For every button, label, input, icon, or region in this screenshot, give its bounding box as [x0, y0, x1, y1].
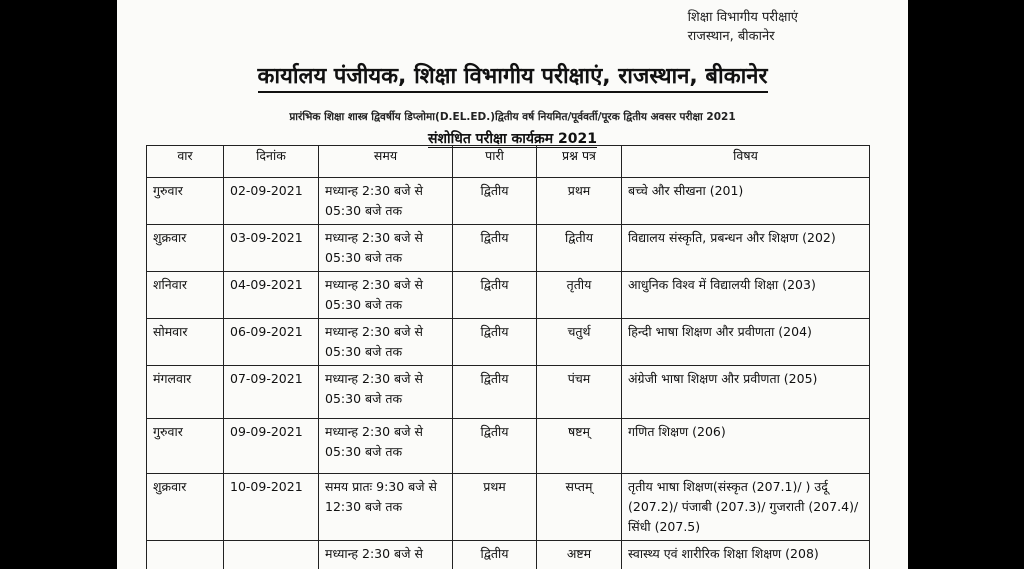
cell-date: 10-09-2021 — [224, 474, 319, 541]
cell-day: गुरुवार — [147, 178, 224, 225]
cell-paper: तृतीय — [537, 272, 622, 319]
schedule-title-text: संशोधित परीक्षा कार्यक्रम 2021 — [427, 131, 597, 147]
cell-day: शुक्रवार — [147, 225, 224, 272]
cell-date: 07-09-2021 — [224, 366, 319, 419]
department-address — [688, 8, 798, 46]
cell-paper: चतुर्थ — [537, 319, 622, 366]
cell-shift: द्वितीय — [453, 272, 537, 319]
cell-paper: अष्टम — [537, 541, 622, 569]
cell-time: मध्यान्ह 2:30 बजे से 05:30 बजे तक — [319, 225, 453, 272]
cell-day: शनिवार — [147, 272, 224, 319]
cell-day — [147, 541, 224, 569]
cell-shift: द्वितीय — [453, 366, 537, 419]
cell-paper: द्वितीय — [537, 225, 622, 272]
cell-subject: हिन्दी भाषा शिक्षण और प्रवीणता (204) — [622, 319, 870, 366]
cell-paper: सप्तम् — [537, 474, 622, 541]
cell-date: 04-09-2021 — [224, 272, 319, 319]
dept-line-2: राजस्थान, बीकानेर — [687, 29, 775, 44]
office-title — [117, 60, 908, 90]
header-time: समय — [319, 146, 453, 178]
table-row — [147, 319, 870, 366]
cell-subject: तृतीय भाषा शिक्षण(संस्कृत (207.1)/ ) उर्दू (207.2)/ पंजाबी (207.3)/ गुजराती (207.4)/ सिंधी (207.5) — [622, 474, 870, 541]
cell-subject: अंग्रेजी भाषा शिक्षण और प्रवीणता (205) — [622, 366, 870, 419]
cell-subject: स्वास्थ्य एवं शारीरिक शिक्षा शिक्षण (208) — [622, 541, 870, 569]
table-row — [147, 178, 870, 225]
cell-time: समय प्रातः 9:30 बजे से 12:30 बजे तक — [319, 474, 453, 541]
cell-date: 03-09-2021 — [224, 225, 319, 272]
table-header-row — [147, 146, 870, 178]
cell-paper: पंचम — [537, 366, 622, 419]
cell-date: 06-09-2021 — [224, 319, 319, 366]
office-title-text: कार्यालय पंजीयक, शिक्षा विभागीय परीक्षाएं, राजस्थान, बीकानेर — [258, 64, 768, 93]
cell-date: 02-09-2021 — [224, 178, 319, 225]
cell-day: शुक्रवार — [147, 474, 224, 541]
cell-day: सोमवार — [147, 319, 224, 366]
table-row — [147, 272, 870, 319]
cell-shift: द्वितीय — [453, 225, 537, 272]
cell-subject: बच्चे और सीखना (201) — [622, 178, 870, 225]
cell-subject: आधुनिक विश्व में विद्यालयी शिक्षा (203) — [622, 272, 870, 319]
header-shift: पारी — [453, 146, 537, 178]
cell-subject: गणित शिक्षण (206) — [622, 419, 870, 474]
cell-time: मध्यान्ह 2:30 बजे से 05:30 बजे तक — [319, 366, 453, 419]
exam-schedule-table — [146, 145, 870, 569]
table-row — [147, 419, 870, 474]
cell-shift: द्वितीय — [453, 419, 537, 474]
header-paper: प्रश्न पत्र — [537, 146, 622, 178]
table-row — [147, 474, 870, 541]
cell-time: मध्यान्ह 2:30 बजे से — [319, 541, 453, 569]
cell-shift: प्रथम — [453, 474, 537, 541]
cell-shift: द्वितीय — [453, 178, 537, 225]
cell-paper: षष्टम् — [537, 419, 622, 474]
header-subject: विषय — [622, 146, 870, 178]
table-row — [147, 225, 870, 272]
cell-time: मध्यान्ह 2:30 बजे से 05:30 बजे तक — [319, 178, 453, 225]
cell-time: मध्यान्ह 2:30 बजे से 05:30 बजे तक — [319, 319, 453, 366]
cell-date: 09-09-2021 — [224, 419, 319, 474]
cell-shift: द्वितीय — [453, 319, 537, 366]
cell-paper: प्रथम — [537, 178, 622, 225]
exam-subtitle: प्रारंभिक शिक्षा शास्त्र द्विवर्षीय डिप्लोमा(D.EL.ED.)द्वितीय वर्ष नियमित/पूर्ववर्ती/पूरक द्वितीय अवसर परीक्षा 2021 — [289, 111, 736, 123]
dept-line-1: शिक्षा विभागीय परीक्षाएं — [687, 10, 798, 25]
cell-shift: द्वितीय — [453, 541, 537, 569]
table-row — [147, 541, 870, 569]
cell-date — [224, 541, 319, 569]
table-row — [147, 366, 870, 419]
cell-subject: विद्यालय संस्कृति, प्रबन्धन और शिक्षण (202) — [622, 225, 870, 272]
document-page — [117, 0, 908, 569]
cell-day: मंगलवार — [147, 366, 224, 419]
cell-day: गुरुवार — [147, 419, 224, 474]
cell-time: मध्यान्ह 2:30 बजे से 05:30 बजे तक — [319, 272, 453, 319]
header-date: दिनांक — [224, 146, 319, 178]
cell-time: मध्यान्ह 2:30 बजे से 05:30 बजे तक — [319, 419, 453, 474]
header-day: वार — [147, 146, 224, 178]
